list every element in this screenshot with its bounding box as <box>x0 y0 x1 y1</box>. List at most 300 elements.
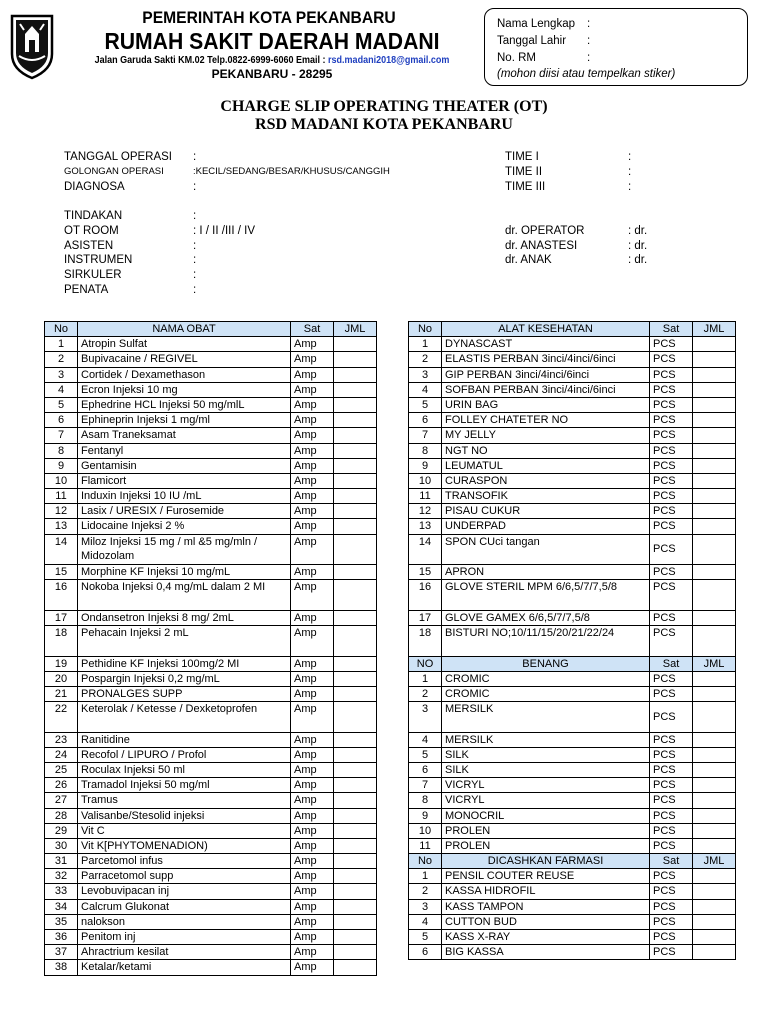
obat-row <box>45 473 377 488</box>
row-number: 11 <box>409 838 442 853</box>
suture-name: VICRYL <box>442 793 650 808</box>
suture-name: PROLEN <box>442 838 650 853</box>
drug-name: Morphine KF Injeksi 10 mg/mL <box>78 565 291 580</box>
unit: Amp <box>291 626 334 657</box>
unit: PCS <box>650 793 693 808</box>
alat-row <box>409 534 736 565</box>
unit: Amp <box>291 869 334 884</box>
quantity-cell[interactable] <box>334 793 377 808</box>
nama-obat-header: NAMA OBAT <box>78 322 291 337</box>
row-number: 38 <box>45 960 78 975</box>
unit: PCS <box>650 762 693 777</box>
quantity-cell[interactable] <box>334 945 377 960</box>
row-number: 17 <box>409 610 442 625</box>
unit: PCS <box>650 367 693 382</box>
alat-row <box>409 458 736 473</box>
obat-table <box>44 321 377 976</box>
unit: Amp <box>291 504 334 519</box>
item-name: FOLLEY CHATETER NO <box>442 413 650 428</box>
quantity-cell[interactable] <box>693 458 736 473</box>
quantity-cell[interactable] <box>693 899 736 914</box>
unit: PCS <box>650 747 693 762</box>
row-number: 26 <box>45 778 78 793</box>
patient-name-label: Nama Lengkap <box>497 18 575 30</box>
item-name: ELASTIS PERBAN 3inci/4inci/6inci <box>442 352 650 367</box>
quantity-cell[interactable] <box>334 869 377 884</box>
unit: Amp <box>291 443 334 458</box>
unit: Amp <box>291 960 334 975</box>
row-number: 6 <box>409 413 442 428</box>
row-number: 25 <box>45 762 78 777</box>
item-name: GLOVE GAMEX 6/6,5/7/7,5/8 <box>442 610 650 625</box>
item-name: NGT NO <box>442 443 650 458</box>
unit: Amp <box>291 702 334 733</box>
dr-operator-value: : dr. <box>628 225 648 237</box>
quantity-cell[interactable] <box>693 367 736 382</box>
unit: PCS <box>650 458 693 473</box>
quantity-cell[interactable] <box>334 626 377 657</box>
unit: Amp <box>291 762 334 777</box>
row-number: 16 <box>409 580 442 611</box>
time-1-label: TIME I <box>505 151 539 163</box>
no-header: No <box>45 322 78 337</box>
alat-row <box>409 473 736 488</box>
obat-row <box>45 519 377 534</box>
drug-name: Induxin Injeksi 10 IU /mL <box>78 489 291 504</box>
unit: Amp <box>291 899 334 914</box>
drug-name: Atropin Sulfat <box>78 337 291 352</box>
farmasi-row <box>409 914 736 929</box>
benang-row <box>409 778 736 793</box>
unit: PCS <box>650 823 693 838</box>
quantity-cell[interactable] <box>693 519 736 534</box>
quantity-cell[interactable] <box>334 899 377 914</box>
quantity-cell[interactable] <box>693 397 736 412</box>
row-number: 24 <box>45 747 78 762</box>
row-number: 11 <box>45 489 78 504</box>
unit: Amp <box>291 778 334 793</box>
quantity-cell[interactable] <box>334 960 377 975</box>
patient-name-colon: : <box>587 18 591 30</box>
unit: Amp <box>291 793 334 808</box>
quantity-cell[interactable] <box>334 443 377 458</box>
drug-name: Ondansetron Injeksi 8 mg/ 2mL <box>78 610 291 625</box>
drug-name: Nokoba Injeksi 0,4 mg/mL dalam 2 MI <box>78 580 291 611</box>
quantity-cell[interactable] <box>334 337 377 352</box>
row-number: 9 <box>409 808 442 823</box>
obat-row <box>45 914 377 929</box>
drug-name: Calcrum Glukonat <box>78 899 291 914</box>
quantity-cell[interactable] <box>334 671 377 686</box>
quantity-cell[interactable] <box>693 793 736 808</box>
obat-row <box>45 458 377 473</box>
obat-row <box>45 823 377 838</box>
row-number: 29 <box>45 823 78 838</box>
benang-row <box>409 762 736 777</box>
farmasi-row <box>409 884 736 899</box>
quantity-cell[interactable] <box>693 914 736 929</box>
unit: PCS <box>650 397 693 412</box>
quantity-cell[interactable] <box>693 352 736 367</box>
quantity-cell[interactable] <box>693 610 736 625</box>
suture-name: VICRYL <box>442 778 650 793</box>
asisten-colon: : <box>193 240 197 252</box>
quantity-cell[interactable] <box>334 382 377 397</box>
row-number: 3 <box>409 899 442 914</box>
alat-row <box>409 565 736 580</box>
row-number: 1 <box>409 337 442 352</box>
alat-row <box>409 337 736 352</box>
row-number: 23 <box>45 732 78 747</box>
quantity-cell[interactable] <box>334 534 377 565</box>
alat-row <box>409 519 736 534</box>
item-name: APRON <box>442 565 650 580</box>
quantity-cell[interactable] <box>334 747 377 762</box>
row-number: 30 <box>45 838 78 853</box>
obat-row <box>45 808 377 823</box>
row-number: 12 <box>409 504 442 519</box>
tindakan-label: TINDAKAN <box>64 210 123 222</box>
golongan-operasi-label: GOLONGAN OPERASI <box>64 166 164 177</box>
row-number: 14 <box>45 534 78 565</box>
unit: Amp <box>291 686 334 701</box>
diagnosa-colon: : <box>193 181 197 193</box>
quantity-cell[interactable] <box>693 762 736 777</box>
quantity-cell[interactable] <box>334 930 377 945</box>
unit: PCS <box>650 732 693 747</box>
unit: Amp <box>291 671 334 686</box>
quantity-cell[interactable] <box>334 854 377 869</box>
row-number: 1 <box>409 869 442 884</box>
row-number: 5 <box>45 397 78 412</box>
quantity-cell[interactable] <box>334 413 377 428</box>
jml-header: JML <box>693 854 736 869</box>
obat-row <box>45 352 377 367</box>
quantity-cell[interactable] <box>334 686 377 701</box>
item-name: MY JELLY <box>442 428 650 443</box>
drug-name: Ranitidine <box>78 732 291 747</box>
benang-row <box>409 808 736 823</box>
unit: PCS <box>650 930 693 945</box>
item-name: BISTURI NO;10/11/15/20/21/22/24 <box>442 626 650 657</box>
obat-row <box>45 854 377 869</box>
obat-header-row <box>45 322 377 337</box>
unit: Amp <box>291 352 334 367</box>
item-name: KASSA HIDROFIL <box>442 884 650 899</box>
row-number: 33 <box>45 884 78 899</box>
row-number: 2 <box>45 352 78 367</box>
instrumen-label: INSTRUMEN <box>64 254 133 266</box>
alat-row <box>409 397 736 412</box>
quantity-cell[interactable] <box>693 945 736 960</box>
quantity-cell[interactable] <box>693 428 736 443</box>
row-number: 2 <box>409 686 442 701</box>
quantity-cell[interactable] <box>693 884 736 899</box>
row-number: 4 <box>409 732 442 747</box>
row-number: 6 <box>409 762 442 777</box>
patient-rm-label: No. RM <box>497 52 536 64</box>
quantity-cell[interactable] <box>693 778 736 793</box>
row-number: 22 <box>45 702 78 733</box>
suture-name: SILK <box>442 747 650 762</box>
unit: Amp <box>291 854 334 869</box>
operation-form <box>0 0 768 300</box>
row-number: 15 <box>409 565 442 580</box>
quantity-cell[interactable] <box>693 838 736 853</box>
no-header: No <box>409 854 442 869</box>
item-name: KASS TAMPON <box>442 899 650 914</box>
quantity-cell[interactable] <box>334 397 377 412</box>
drug-name: Valisanbe/Stesolid injeksi <box>78 808 291 823</box>
obat-row <box>45 732 377 747</box>
unit: PCS <box>650 808 693 823</box>
obat-row <box>45 930 377 945</box>
suture-name: MERSILK <box>442 732 650 747</box>
document-subtitle: RSD MADANI KOTA PEKANBARU <box>255 116 513 133</box>
row-number: 9 <box>45 458 78 473</box>
time-3-colon: : <box>628 181 632 193</box>
jml-header: JML <box>693 322 736 337</box>
obat-row <box>45 686 377 701</box>
unit: PCS <box>650 580 693 611</box>
quantity-cell[interactable] <box>693 930 736 945</box>
row-number: 10 <box>409 473 442 488</box>
unit: PCS <box>650 945 693 960</box>
benang-row <box>409 838 736 853</box>
letterhead-city: PEKANBARU - 28295 <box>211 67 333 81</box>
quantity-cell[interactable] <box>334 914 377 929</box>
quantity-cell[interactable] <box>334 473 377 488</box>
alat-row <box>409 367 736 382</box>
unit: PCS <box>650 443 693 458</box>
quantity-cell[interactable] <box>693 671 736 686</box>
alat-row <box>409 626 736 657</box>
alat-row <box>409 580 736 611</box>
drug-name: Miloz Injeksi 15 mg / ml &5 mg/mln / Midozolam <box>78 534 291 565</box>
item-name: CUTTON BUD <box>442 914 650 929</box>
quantity-cell[interactable] <box>334 580 377 611</box>
unit: PCS <box>650 534 693 565</box>
row-number: 8 <box>45 443 78 458</box>
sat-header: Sat <box>650 854 693 869</box>
quantity-cell[interactable] <box>693 565 736 580</box>
patient-dob-label: Tanggal Lahir <box>497 35 567 47</box>
document-title: CHARGE SLIP OPERATING THEATER (OT) <box>220 98 548 115</box>
alat-row <box>409 352 736 367</box>
unit: PCS <box>650 838 693 853</box>
item-name: GIP PERBAN 3inci/4inci/6inci <box>442 367 650 382</box>
item-name: KASS X-RAY <box>442 930 650 945</box>
row-number: 11 <box>409 489 442 504</box>
benang-row <box>409 732 736 747</box>
jml-header: JML <box>334 322 377 337</box>
row-number: 7 <box>45 428 78 443</box>
farmasi-row <box>409 930 736 945</box>
unit: Amp <box>291 656 334 671</box>
unit: Amp <box>291 808 334 823</box>
quantity-cell[interactable] <box>693 504 736 519</box>
quantity-cell[interactable] <box>693 686 736 701</box>
quantity-cell[interactable] <box>693 626 736 657</box>
quantity-cell[interactable] <box>334 610 377 625</box>
unit: PCS <box>650 899 693 914</box>
drug-name: Pospargin Injeksi 0,2 mg/mL <box>78 671 291 686</box>
farmasi-row <box>409 869 736 884</box>
farmasi-row <box>409 899 736 914</box>
row-number: 18 <box>409 626 442 657</box>
obat-row <box>45 793 377 808</box>
row-number: 14 <box>409 534 442 565</box>
item-name: PISAU CUKUR <box>442 504 650 519</box>
quantity-cell[interactable] <box>334 489 377 504</box>
drug-name: Vit K[PHYTOMENADION) <box>78 838 291 853</box>
unit: PCS <box>650 778 693 793</box>
diagnosa-label: DIAGNOSA <box>64 181 125 193</box>
quantity-cell[interactable] <box>334 838 377 853</box>
quantity-cell[interactable] <box>693 808 736 823</box>
item-name: BIG KASSA <box>442 945 650 960</box>
drug-name: Ahractrium kesilat <box>78 945 291 960</box>
benang-row <box>409 686 736 701</box>
quantity-cell[interactable] <box>693 702 736 733</box>
row-number: 17 <box>45 610 78 625</box>
row-number: 34 <box>45 899 78 914</box>
patient-dob-colon: : <box>587 35 591 47</box>
time-2-label: TIME II <box>505 166 543 178</box>
drug-name: Parracetomol supp <box>78 869 291 884</box>
quantity-cell[interactable] <box>334 565 377 580</box>
patient-rm-colon: : <box>587 52 591 64</box>
quantity-cell[interactable] <box>693 732 736 747</box>
quantity-cell[interactable] <box>334 504 377 519</box>
quantity-cell[interactable] <box>693 489 736 504</box>
row-number: 2 <box>409 352 442 367</box>
quantity-cell[interactable] <box>693 534 736 565</box>
row-number: 35 <box>45 914 78 929</box>
row-number: 3 <box>409 702 442 733</box>
row-number: 1 <box>45 337 78 352</box>
quantity-cell[interactable] <box>334 762 377 777</box>
row-number: 12 <box>45 504 78 519</box>
row-number: 32 <box>45 869 78 884</box>
obat-row <box>45 884 377 899</box>
farmasi-row <box>409 945 736 960</box>
drug-name: Ephedrine HCL Injeksi 50 mg/mlL <box>78 397 291 412</box>
drug-name: Ketalar/ketami <box>78 960 291 975</box>
benang-row <box>409 747 736 762</box>
no-header: No <box>409 322 442 337</box>
obat-row <box>45 656 377 671</box>
unit: PCS <box>650 489 693 504</box>
obat-row <box>45 610 377 625</box>
quantity-cell[interactable] <box>693 580 736 611</box>
drug-name: Cortidek / Dexamethason <box>78 367 291 382</box>
drug-name: nalokson <box>78 914 291 929</box>
quantity-cell[interactable] <box>693 869 736 884</box>
row-number: 28 <box>45 808 78 823</box>
jml-header: JML <box>693 656 736 671</box>
quantity-cell[interactable] <box>334 778 377 793</box>
row-number: 4 <box>45 382 78 397</box>
quantity-cell[interactable] <box>693 747 736 762</box>
item-name: SPON CUci tangan <box>442 534 650 565</box>
dr-anastesi-label: dr. ANASTESI <box>505 240 578 252</box>
row-number: 3 <box>45 367 78 382</box>
item-name: GLOVE STERIL MPM 6/6,5/7/7,5/8 <box>442 580 650 611</box>
quantity-cell[interactable] <box>693 823 736 838</box>
quantity-cell[interactable] <box>334 884 377 899</box>
obat-row <box>45 945 377 960</box>
drug-name: Tramadol Injeksi 50 mg/ml <box>78 778 291 793</box>
row-number: 13 <box>45 519 78 534</box>
obat-row <box>45 747 377 762</box>
unit: Amp <box>291 580 334 611</box>
quantity-cell[interactable] <box>334 823 377 838</box>
alat-row <box>409 428 736 443</box>
obat-row <box>45 565 377 580</box>
unit: Amp <box>291 458 334 473</box>
quantity-cell[interactable] <box>334 702 377 733</box>
row-number: 6 <box>409 945 442 960</box>
suture-name: CROMIC <box>442 686 650 701</box>
obat-row <box>45 778 377 793</box>
quantity-cell[interactable] <box>693 473 736 488</box>
alat-kesehatan-header: ALAT KESEHATAN <box>442 322 650 337</box>
farmasi-header-row <box>409 854 736 869</box>
unit: PCS <box>650 413 693 428</box>
row-number: 3 <box>409 367 442 382</box>
unit: Amp <box>291 397 334 412</box>
item-name: SOFBAN PERBAN 3inci/4inci/6inci <box>442 382 650 397</box>
unit: PCS <box>650 702 693 733</box>
drug-name: Lidocaine Injeksi 2 % <box>78 519 291 534</box>
quantity-cell[interactable] <box>334 352 377 367</box>
quantity-cell[interactable] <box>693 382 736 397</box>
quantity-cell[interactable] <box>334 367 377 382</box>
suture-name: MERSILK <box>442 702 650 733</box>
quantity-cell[interactable] <box>334 428 377 443</box>
quantity-cell[interactable] <box>693 443 736 458</box>
quantity-cell[interactable] <box>334 656 377 671</box>
quantity-cell[interactable] <box>334 732 377 747</box>
suture-name: PROLEN <box>442 823 650 838</box>
unit: Amp <box>291 367 334 382</box>
row-number: 8 <box>409 443 442 458</box>
drug-name: Bupivacaine / REGIVEL <box>78 352 291 367</box>
unit: Amp <box>291 823 334 838</box>
quantity-cell[interactable] <box>693 337 736 352</box>
obat-row <box>45 367 377 382</box>
item-name: URIN BAG <box>442 397 650 412</box>
unit: PCS <box>650 686 693 701</box>
row-number: 5 <box>409 397 442 412</box>
drug-name: Pethidine KF Injeksi 100mg/2 MI <box>78 656 291 671</box>
unit: PCS <box>650 626 693 657</box>
quantity-cell[interactable] <box>334 458 377 473</box>
alat-row <box>409 610 736 625</box>
unit: Amp <box>291 565 334 580</box>
quantity-cell[interactable] <box>334 808 377 823</box>
benang-row <box>409 793 736 808</box>
benang-header-row <box>409 656 736 671</box>
obat-row <box>45 443 377 458</box>
row-number: 19 <box>45 656 78 671</box>
unit: PCS <box>650 382 693 397</box>
drug-name: Tramus <box>78 793 291 808</box>
tanggal-operasi-label: TANGGAL OPERASI <box>64 151 172 163</box>
quantity-cell[interactable] <box>693 413 736 428</box>
quantity-cell[interactable] <box>334 519 377 534</box>
